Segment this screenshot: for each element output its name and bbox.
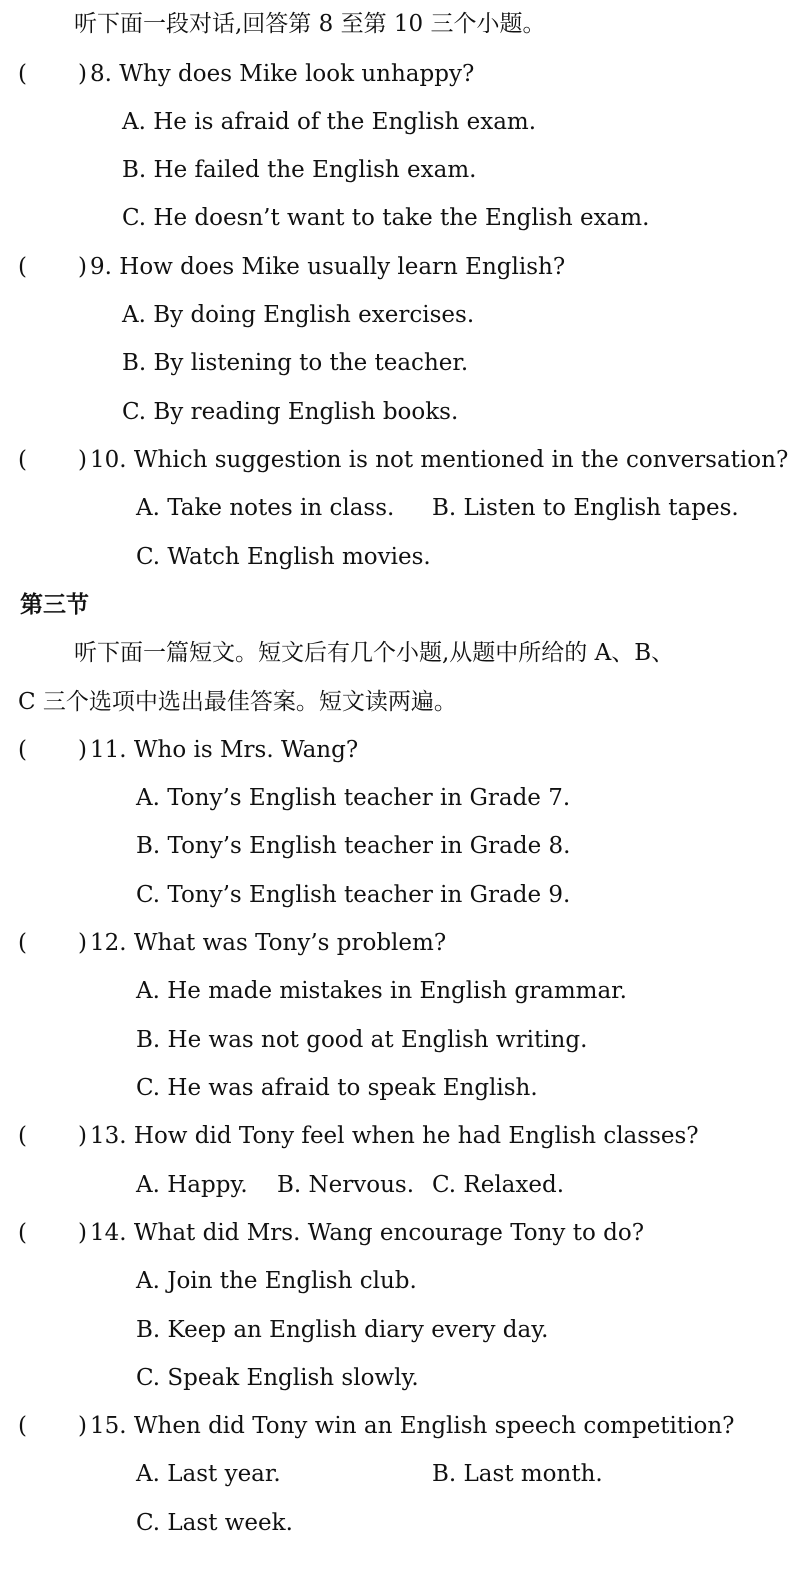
question-15-option-b: B. Last month.: [432, 1461, 603, 1487]
question-12-option-c: C. He was afraid to speak English.: [136, 1075, 538, 1101]
answer-paren-close: ): [78, 254, 87, 280]
answer-paren-close: ): [78, 1413, 87, 1439]
question-14-option-c: C. Speak English slowly.: [136, 1365, 419, 1391]
question-12-option-a: A. He made mistakes in English grammar.: [136, 978, 627, 1004]
answer-paren-close: ): [78, 1220, 87, 1246]
section-3-intro-line-1: 听下面一篇短文。短文后有几个小题,从题中所给的 A、B、: [74, 640, 675, 666]
answer-paren-close: ): [78, 1123, 87, 1149]
answer-paren-open: (: [18, 254, 27, 280]
question-15-option-c: C. Last week.: [136, 1510, 293, 1536]
answer-paren-open: (: [18, 1413, 27, 1439]
question-12-option-b: B. He was not good at English writing.: [136, 1027, 588, 1053]
question-14-option-b: B. Keep an English diary every day.: [136, 1317, 549, 1343]
question-13: [0, 1120, 800, 1152]
question-15-option-a: A. Last year.: [136, 1461, 281, 1487]
question-9-option-c: C. By reading English books.: [122, 399, 459, 425]
question-11: [0, 734, 800, 766]
question-11-option-b: B. Tony’s English teacher in Grade 8.: [136, 833, 571, 859]
question-14-option-a: A. Join the English club.: [136, 1268, 417, 1294]
answer-paren-open: (: [18, 930, 27, 956]
question-8-option-a: A. He is afraid of the English exam.: [122, 109, 537, 135]
question-14-stem: 14. What did Mrs. Wang encourage Tony to do?: [90, 1220, 645, 1246]
section-3-intro-line-2: C 三个选项中选出最佳答案。短文读两遍。: [18, 689, 457, 715]
question-12: [0, 927, 800, 959]
answer-paren-close: ): [78, 737, 87, 763]
question-15-stem: 15. When did Tony win an English speech competition?: [90, 1413, 735, 1439]
answer-paren-open: (: [18, 61, 27, 87]
intro-text-8-10: 听下面一段对话,回答第 8 至第 10 三个小题。: [74, 11, 546, 37]
answer-paren-open: (: [18, 737, 27, 763]
question-9-option-a: A. By doing English exercises.: [122, 302, 475, 328]
answer-paren-open: (: [18, 447, 27, 473]
question-11-option-c: C. Tony’s English teacher in Grade 9.: [136, 882, 571, 908]
question-12-stem: 12. What was Tony’s problem?: [90, 930, 447, 956]
question-8-option-c: C. He doesn’t want to take the English exam.: [122, 205, 650, 231]
question-13-stem: 13. How did Tony feel when he had English classes?: [90, 1123, 699, 1149]
question-10-option-a: A. Take notes in class.: [136, 495, 395, 521]
question-11-option-a: A. Tony’s English teacher in Grade 7.: [136, 785, 571, 811]
question-13-option-b: B. Nervous.: [277, 1172, 415, 1198]
question-9: [0, 251, 800, 283]
question-9-stem: 9. How does Mike usually learn English?: [90, 254, 566, 280]
question-13-option-c: C. Relaxed.: [432, 1172, 565, 1198]
question-10-option-b: B. Listen to English tapes.: [432, 495, 739, 521]
question-8-option-b: B. He failed the English exam.: [122, 157, 477, 183]
answer-paren-close: ): [78, 447, 87, 473]
question-13-option-a: A. Happy.: [136, 1172, 248, 1198]
question-15: [0, 1410, 800, 1442]
question-9-option-b: B. By listening to the teacher.: [122, 350, 469, 376]
question-8: [0, 58, 800, 90]
answer-paren-open: (: [18, 1123, 27, 1149]
answer-paren-close: ): [78, 930, 87, 956]
question-10-option-c: C. Watch English movies.: [136, 544, 431, 570]
question-14: [0, 1217, 800, 1249]
question-10-stem: 10. Which suggestion is not mentioned in the conversation?: [90, 447, 789, 473]
question-11-stem: 11. Who is Mrs. Wang?: [90, 737, 359, 763]
question-8-stem: 8. Why does Mike look unhappy?: [90, 61, 475, 87]
answer-paren-close: ): [78, 61, 87, 87]
section-3-heading: 第三节: [20, 592, 89, 618]
answer-paren-open: (: [18, 1220, 27, 1246]
question-10: [0, 444, 800, 476]
